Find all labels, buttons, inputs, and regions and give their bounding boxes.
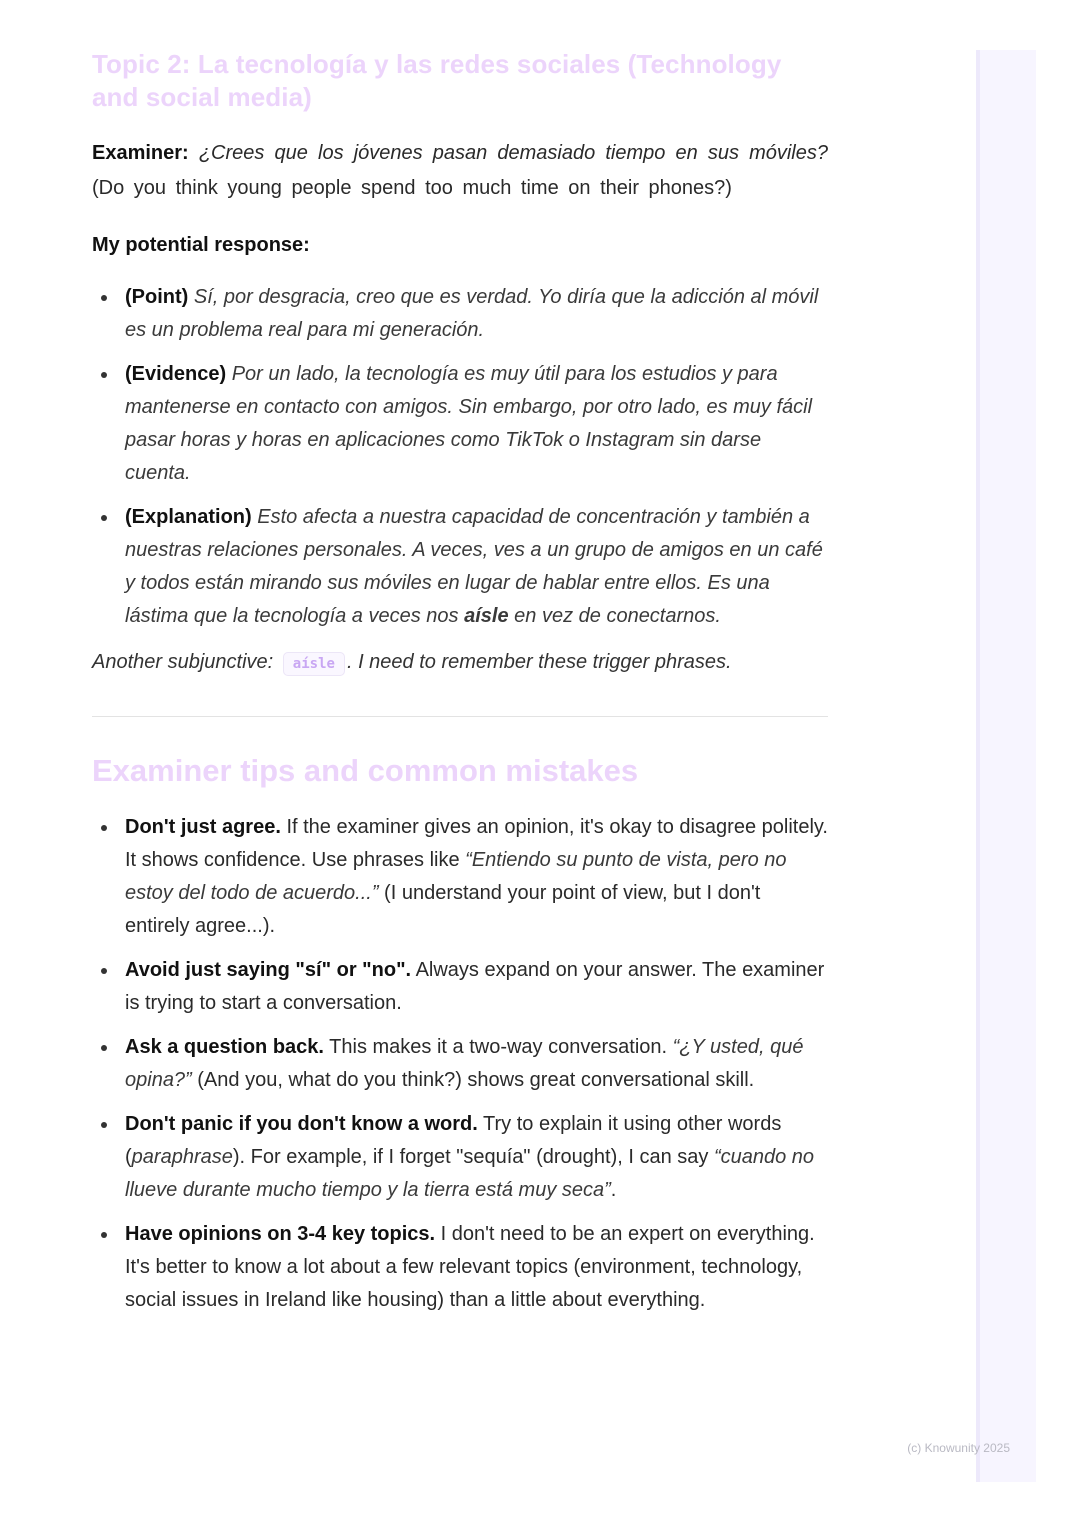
list-item xyxy=(92,954,828,1020)
tip-title: Ask a question back. xyxy=(125,1036,324,1058)
examiner-question xyxy=(92,136,828,206)
note-after: . I need to remember these trigger phrases. xyxy=(346,651,732,673)
bullet-icon xyxy=(101,372,107,378)
bullet-icon xyxy=(101,1045,107,1051)
tip-text: If the examiner gives an opinion, it's okay to disagree politely. It shows confidence. Use phrases like xyxy=(125,816,828,871)
tip-italic: “Entiendo su punto de vista, pero no estoy del todo de acuerdo...” xyxy=(125,849,787,904)
section-divider xyxy=(92,716,828,717)
question-english: (Do you think young people spend too much time on their phones?) xyxy=(92,177,732,199)
tips-list xyxy=(92,811,828,1317)
point-label: (Evidence) xyxy=(125,363,227,385)
list-item xyxy=(92,1108,828,1207)
topic-title: Topic 2: La tecnología y las redes sociales (Technology and social media) xyxy=(92,49,782,112)
tips-heading: Examiner tips and common mistakes xyxy=(92,753,639,788)
tip-text: I don't need to be an expert on everything. It's better to know a lot about a few relevant topics (environment, technology, social issues in Ireland like housing) than a little about everything. xyxy=(125,1223,815,1311)
note-before: Another subjunctive: xyxy=(92,651,274,673)
tip-title: Avoid just saying "sí" or "no". xyxy=(125,959,412,981)
tip-text: Try to explain it using other words ( xyxy=(125,1113,782,1168)
point-text: Sí, por desgracia, creo que es verdad. Yo diría que la adicción al móvil es un problema real para mi generación. xyxy=(125,286,819,341)
bullet-icon xyxy=(101,825,107,831)
list-item xyxy=(92,501,828,633)
tip-title: Don't panic if you don't know a word. xyxy=(125,1113,478,1135)
bullet-icon xyxy=(101,968,107,974)
tip-title: Don't just agree. xyxy=(125,816,281,838)
point-text-before: Esto afecta a nuestra capacidad de concentración y también a nuestras relaciones personales. A veces, ves a un grupo de amigos en un café y todos están mirando sus móviles en lugar de hablar entre ellos. Es una lástima que la tecnología a veces nos xyxy=(125,506,823,627)
code-chip: aísle xyxy=(283,652,345,676)
highlighted-word: aísle xyxy=(464,605,509,627)
tip-text-after: (I understand your point of view, but I don't entirely agree...). xyxy=(125,882,761,937)
list-item xyxy=(92,358,828,490)
bullet-icon xyxy=(101,1122,107,1128)
list-item xyxy=(92,1218,828,1317)
point-text: Por un lado, la tecnología es muy útil para los estudios y para mantenerse en contacto con amigos. Sin embargo, por otro lado, es muy fácil pasar horas y horas en aplicaciones como TikTok o Instagram sin darse cuenta. xyxy=(125,363,813,484)
tip-title: Have opinions on 3-4 key topics. xyxy=(125,1223,436,1245)
bullet-icon xyxy=(101,1232,107,1238)
tip-text-after: ). For example, if I forget "sequía" (drought), I can say xyxy=(232,1146,714,1168)
bullet-icon xyxy=(101,295,107,301)
tip-italic: paraphrase xyxy=(131,1146,233,1168)
copyright-watermark: (c) Knowunity 2025 xyxy=(907,1441,1010,1455)
question-spanish: ¿Crees que los jóvenes pasan demasiado tiempo en sus móviles? xyxy=(198,142,828,164)
document-page xyxy=(92,48,828,1328)
point-text-after: en vez de conectarnos. xyxy=(514,605,721,627)
point-label: (Explanation) xyxy=(125,506,252,528)
tip-text-end: . xyxy=(610,1179,617,1201)
response-points xyxy=(92,281,828,633)
tip-italic: “¿Y usted, qué opina?” xyxy=(125,1036,804,1091)
subjunctive-note xyxy=(92,645,828,682)
tip-text: Always expand on your answer. The examiner is trying to start a conversation. xyxy=(125,959,825,1014)
speaker-label: Examiner: xyxy=(92,142,189,164)
response-heading: My potential response: xyxy=(92,234,310,256)
list-item xyxy=(92,1031,828,1097)
tip-text: This makes it a two-way conversation. xyxy=(323,1036,673,1058)
bullet-icon xyxy=(101,515,107,521)
list-item xyxy=(92,281,828,347)
point-label: (Point) xyxy=(125,286,189,308)
tip-italic-2: “cuando no llueve durante mucho tiempo y la tierra está muy seca” xyxy=(125,1146,815,1201)
list-item xyxy=(92,811,828,943)
tip-text-after: (And you, what do you think?) shows great conversational skill. xyxy=(191,1069,755,1091)
side-panel xyxy=(976,50,1036,1482)
